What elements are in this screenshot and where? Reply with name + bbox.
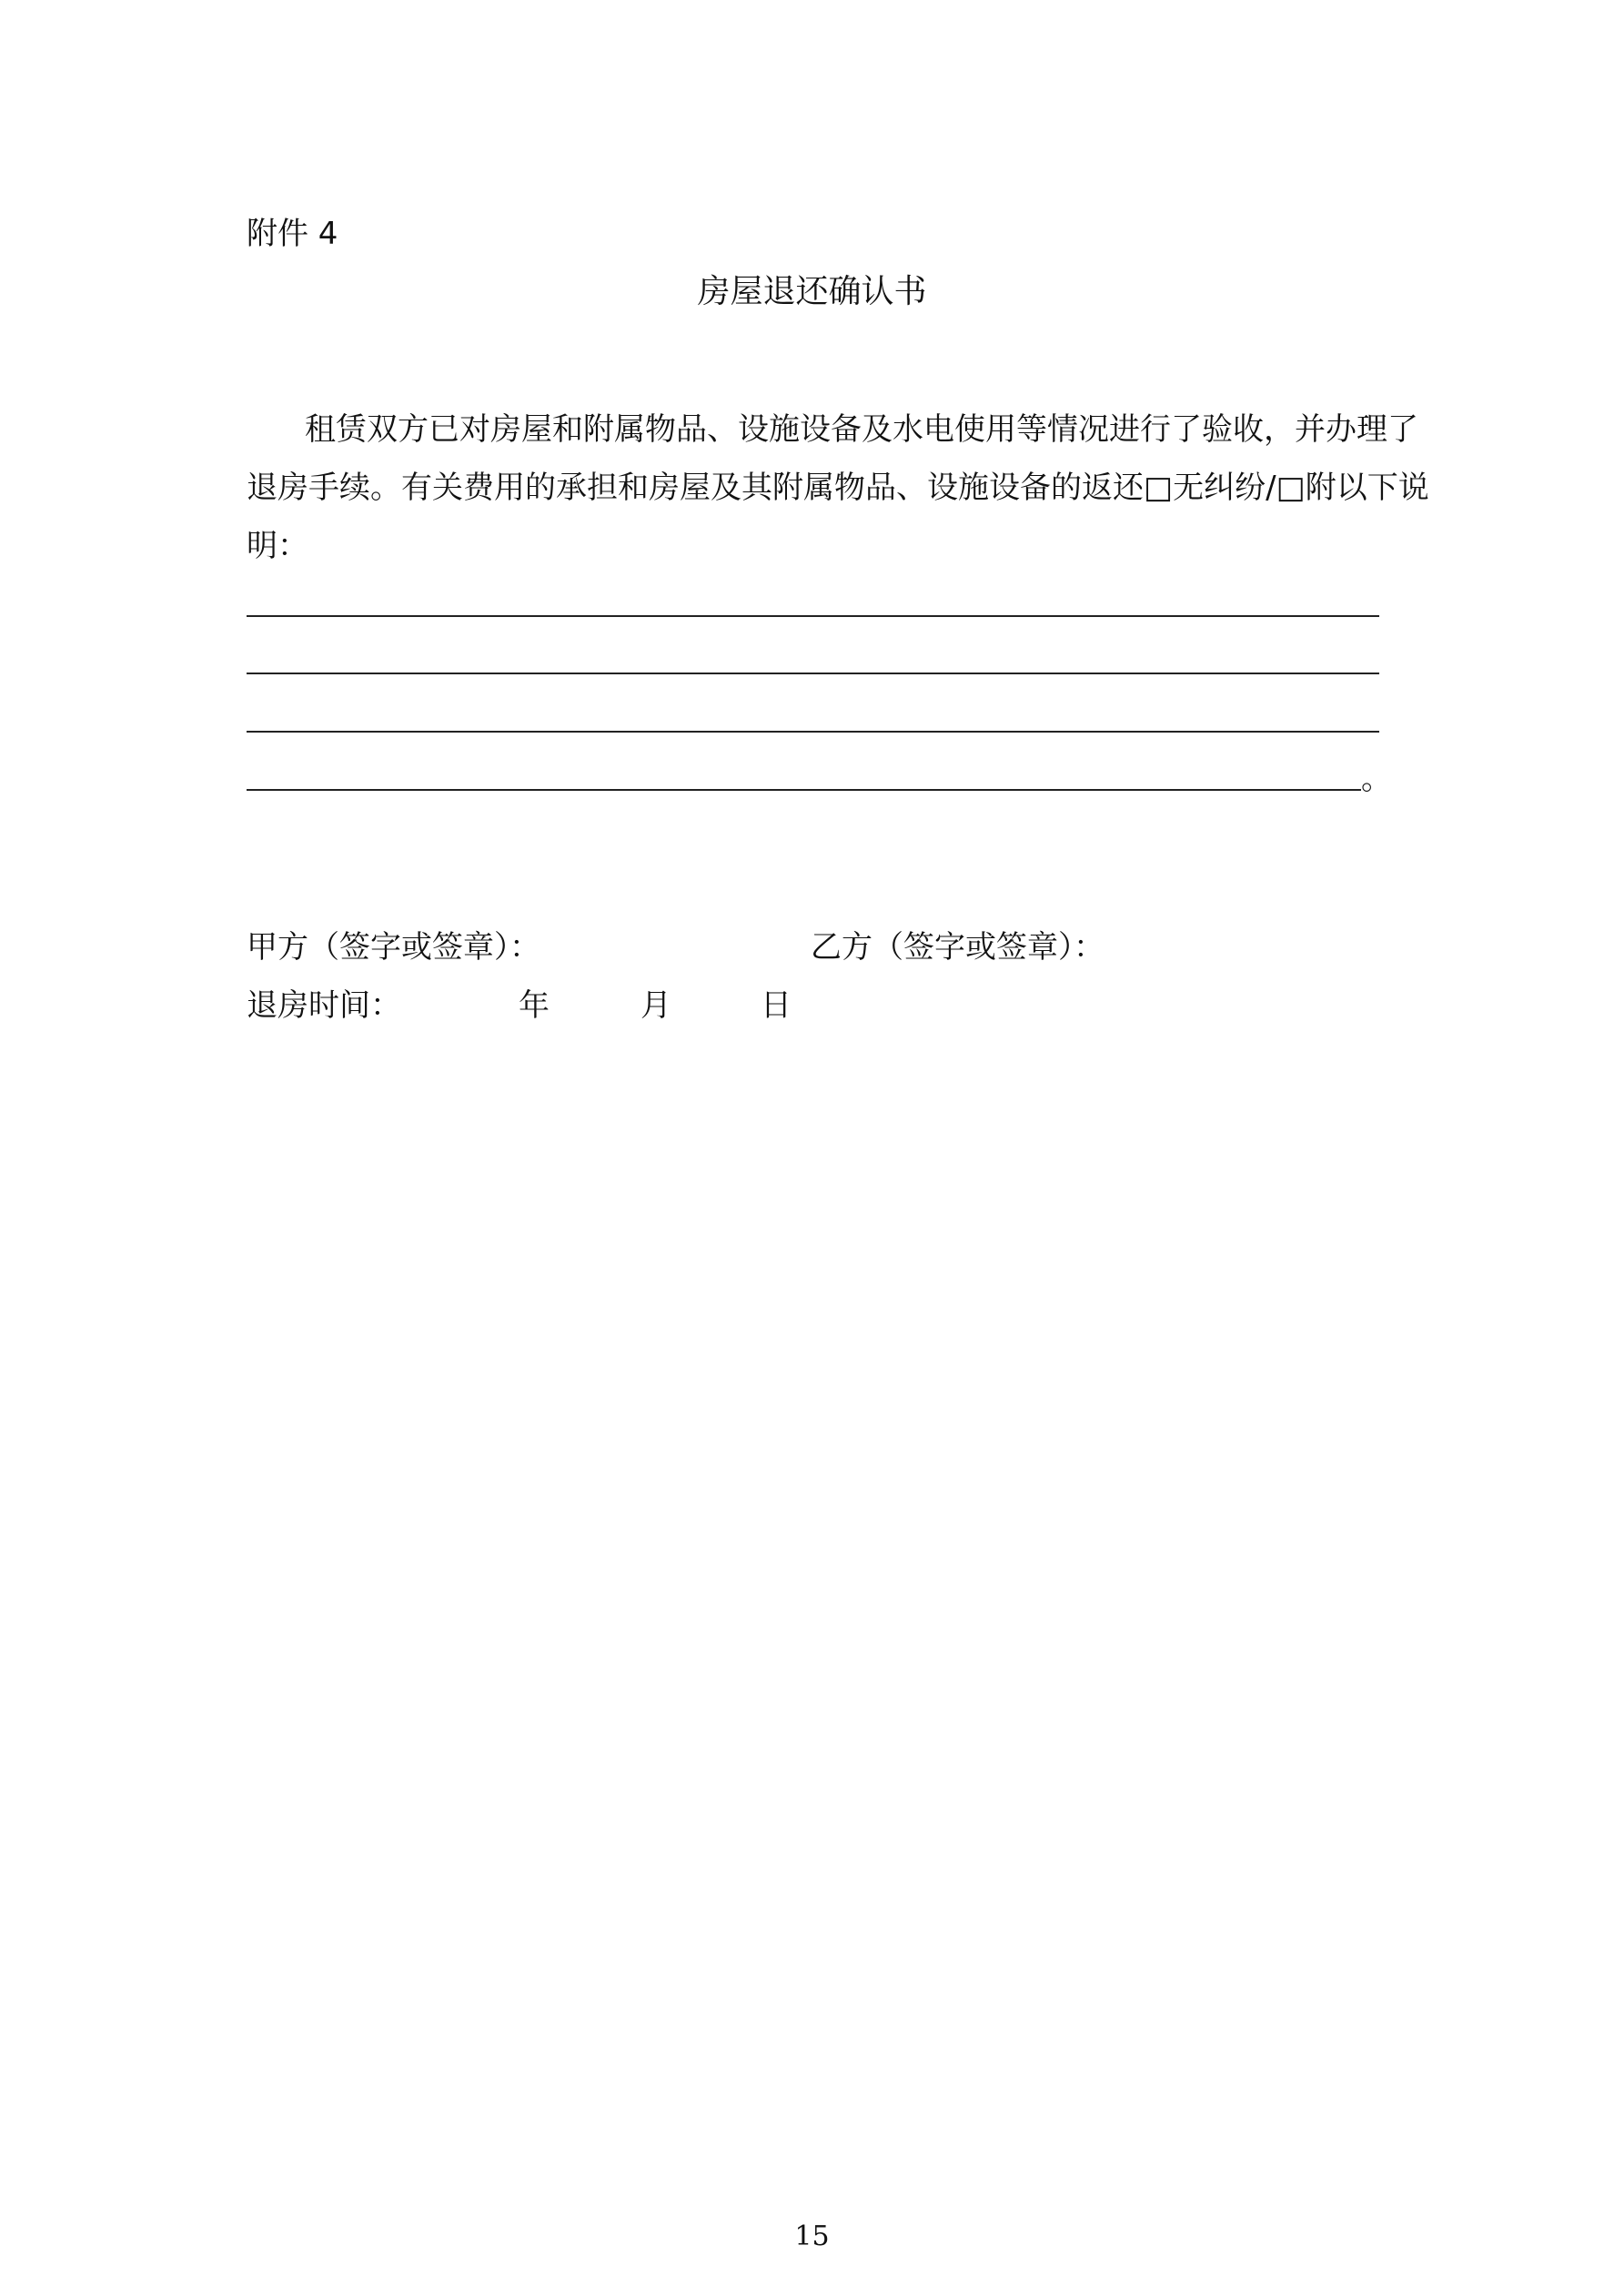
blank-lines-end-period: 。 [1361, 761, 1392, 797]
body-line-2: 退房手续。有关费用的承担和房屋及其附属物品、设施设备的返还□无纠纷/□附以下说 [247, 470, 1429, 506]
blank-line-1[interactable] [247, 615, 1379, 617]
blank-line-3[interactable] [247, 731, 1379, 733]
page-number: 15 [794, 2220, 830, 2252]
party-a-signature-label: 甲方（签字或签章）： [247, 929, 540, 966]
checkout-time-label: 退房时间： [247, 987, 401, 1024]
body-line-3: 明： [247, 528, 308, 564]
checkout-month-label: 月 [641, 987, 671, 1024]
party-b-signature-label: 乙方（签字或签章）： [811, 929, 1105, 966]
blank-line-2[interactable] [247, 673, 1379, 674]
body-line-1: 租赁双方已对房屋和附属物品、设施设备及水电使用等情况进行了验收，并办理了 [305, 411, 1418, 448]
attachment-label: 附件 4 [247, 216, 338, 252]
checkout-year-label: 年 [519, 987, 550, 1024]
checkout-day-label: 日 [761, 987, 792, 1024]
document-title: 房屋退还确认书 [697, 273, 927, 310]
blank-line-4[interactable] [247, 789, 1361, 791]
